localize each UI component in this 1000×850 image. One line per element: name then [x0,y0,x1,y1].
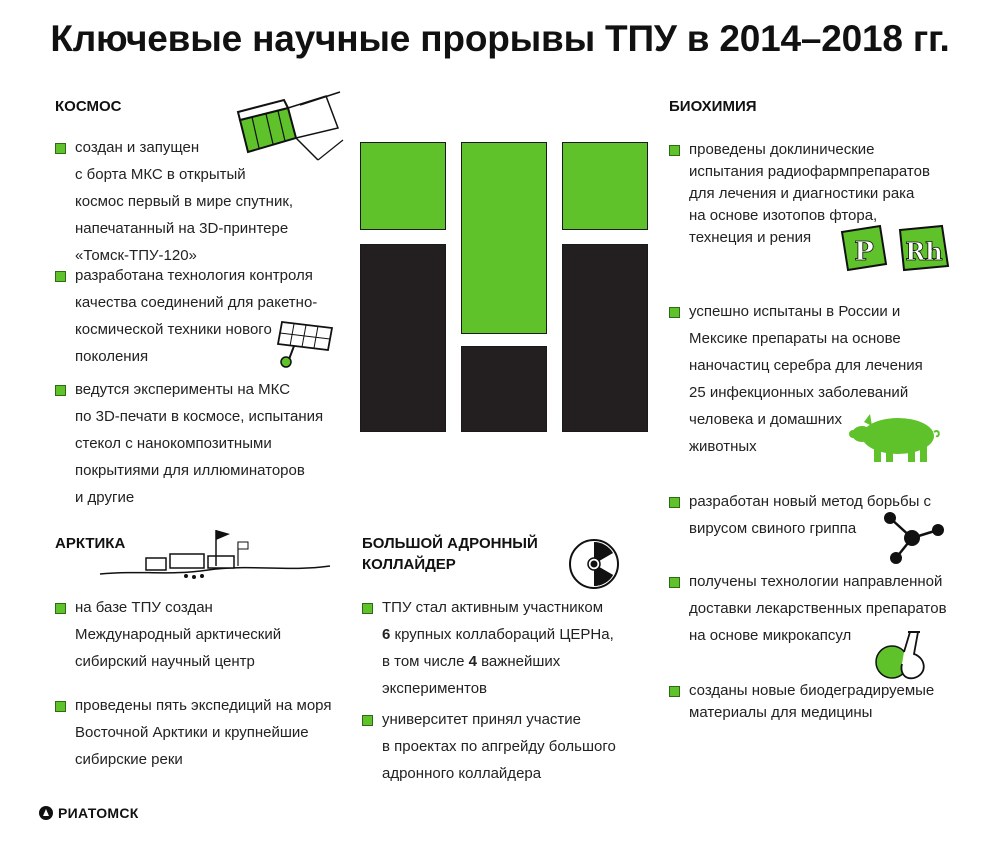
logo-block-green-2 [461,142,547,334]
brand-logo: РИАТОМСК [38,805,139,821]
radiation-icon [568,538,620,590]
solar-panel-icon [272,316,338,368]
page-title: Ключевые научные прорывы ТПУ в 2014–2018 гг. [50,18,950,59]
bullet-icon [55,701,66,712]
biochem-item-4: получены технологии направленной доставки лекарственных препаратов на основе микрокапсул [669,568,969,649]
section-heading-space: КОСМОС [55,98,122,115]
element-symbol-p: P [854,237,874,267]
flask-icon [870,624,932,682]
tpu-logo [360,142,608,432]
space-item-1: создан и запущен с борта МКС в открытый космос первый в мире спутник, напечатанный на 3D-принтере «Томск-ТПУ-120» [55,134,355,269]
biochem-item-1: проведены доклинические испытания радиофармпрепаратов для лечения и диагностики рака на основе изотопов фтора, технеция и рения [669,139,969,249]
space-item-3: ведутся эксперименты на МКС по 3D-печати в космосе, испытания стекол с нанокомпозитными покрытиями для иллюминаторов и другие [55,376,355,511]
bullet-icon [55,143,66,154]
bullet-icon [55,385,66,396]
section-heading-collider: БОЛЬШОЙ АДРОННЫЙ КОЛЛАЙДЕР [362,535,538,573]
logo-block-black-3 [562,244,648,432]
space-item-2: разработана технология контроля качества соединений для ракетно- космической техники нового поколения [55,262,355,370]
logo-block-green-3 [562,142,648,230]
chemical-elements-icon [838,222,958,274]
bullet-icon [55,271,66,282]
logo-block-black-1 [360,244,446,432]
bullet-icon [669,497,680,508]
section-heading-arctic: АРКТИКА [55,535,126,552]
pig-icon [848,410,944,466]
arctic-station-icon [98,520,333,586]
element-symbol-rh: Rh [905,237,943,266]
collider-item-1: ТПУ стал активным участником 6 крупных коллабораций ЦЕРНа, в том числе 4 важнейших экспериментов [362,594,642,702]
bullet-icon [669,145,680,156]
molecule-icon [880,510,950,568]
bullet-icon [669,307,680,318]
bullet-icon [55,603,66,614]
biochem-item-5: созданы новые биодеградируемые материалы для медицины [669,680,969,724]
bullet-icon [669,686,680,697]
arctic-item-1: на базе ТПУ создан Международный арктический сибирский научный центр [55,594,355,675]
logo-block-green-1 [360,142,446,230]
bullet-icon [362,603,373,614]
biochem-item-3: разработан новый метод борьбы с вирусом свиного гриппа [669,488,969,542]
bullet-icon [362,715,373,726]
collider-item-2: университет принял участие в проектах по апгрейду большого адронного коллайдера [362,706,642,787]
arctic-item-2: проведены пять экспедиций на моря Восточной Арктики и крупнейшие сибирские реки [55,692,355,773]
ria-logo-icon [38,805,54,821]
bullet-icon [669,577,680,588]
logo-block-black-2 [461,346,547,432]
biochem-item-2: успешно испытаны в России и Мексике препараты на основе наночастиц серебра для лечения 25 инфекционных заболеваний человека и домашних животных [669,298,969,460]
section-heading-biochem: БИОХИМИЯ [669,98,757,115]
